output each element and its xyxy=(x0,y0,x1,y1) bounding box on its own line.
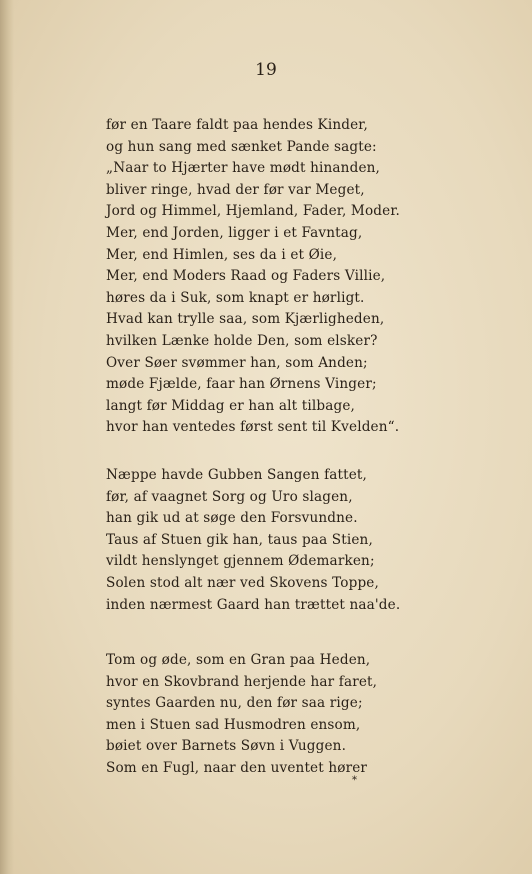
verse-line: før, af vaagnet Sorg og Uro slagen, xyxy=(106,488,353,505)
poem-stanza-2 xyxy=(106,465,406,616)
verse-line: bøiet over Barnets Søvn i Vuggen. xyxy=(106,738,347,755)
verse-line: Jord og Himmel, Hjemland, Fader, Moder. xyxy=(106,203,400,220)
poem-stanza-3 xyxy=(106,650,406,780)
verse-line: Som en Fugl, naar den uventet hører xyxy=(106,759,368,776)
verse-line: Mer, end Moders Raad og Faders Villie, xyxy=(106,268,386,285)
verse-line: men i Stuen sad Husmodren ensom, xyxy=(106,716,361,733)
verse-line: høres da i Suk, som knapt er hørligt. xyxy=(106,289,365,306)
page-number: 19 xyxy=(255,60,277,80)
verse-line: Hvad kan trylle saa, som Kjærligheden, xyxy=(106,311,385,328)
verse-line: langt før Middag er han alt tilbage, xyxy=(106,397,355,414)
verse-line: Taus af Stuen gik han, taus paa Stien, xyxy=(106,531,373,548)
verse-line: Solen stod alt nær ved Skovens Toppe, xyxy=(106,574,379,591)
verse-line: Mer, end Jorden, ligger i et Favntag, xyxy=(106,224,363,241)
verse-line: bliver ringe, hvad der før var Meget, xyxy=(106,181,365,198)
verse-line: hvor en Skovbrand herjende har faret, xyxy=(106,673,378,690)
verse-line: han gik ud at søge den Forsvundne. xyxy=(106,510,358,527)
verse-line: Over Søer svømmer han, som Anden; xyxy=(106,354,368,371)
verse-line: og hun sang med sænket Pande sagte: xyxy=(106,138,377,155)
verse-line: før en Taare faldt paa hendes Kinder, xyxy=(106,117,368,133)
verse-line: inden nærmest Gaard han trættet naa'de. xyxy=(106,596,401,613)
verse-line: vildt henslynget gjennem Ødemarken; xyxy=(106,553,375,570)
verse-line: Næppe havde Gubben Sangen fattet, xyxy=(106,467,368,483)
verse-line: Tom og øde, som en Gran paa Heden, xyxy=(106,652,371,668)
poem-stanza-1 xyxy=(106,115,406,439)
verse-line: syntes Gaarden nu, den før saa rige; xyxy=(106,695,363,712)
page-gutter xyxy=(0,0,14,874)
verse-line: Mer, end Himlen, ses da i et Øie, xyxy=(106,246,338,263)
printer-mark: * xyxy=(352,775,357,786)
verse-line: hvilken Lænke holde Den, som elsker? xyxy=(106,332,378,349)
verse-line: møde Fjælde, faar han Ørnens Vinger; xyxy=(106,376,377,393)
verse-line: „Naar to Hjærter have mødt hinanden, xyxy=(106,160,381,177)
verse-line: hvor han ventedes først sent til Kvelden“. xyxy=(106,419,400,436)
